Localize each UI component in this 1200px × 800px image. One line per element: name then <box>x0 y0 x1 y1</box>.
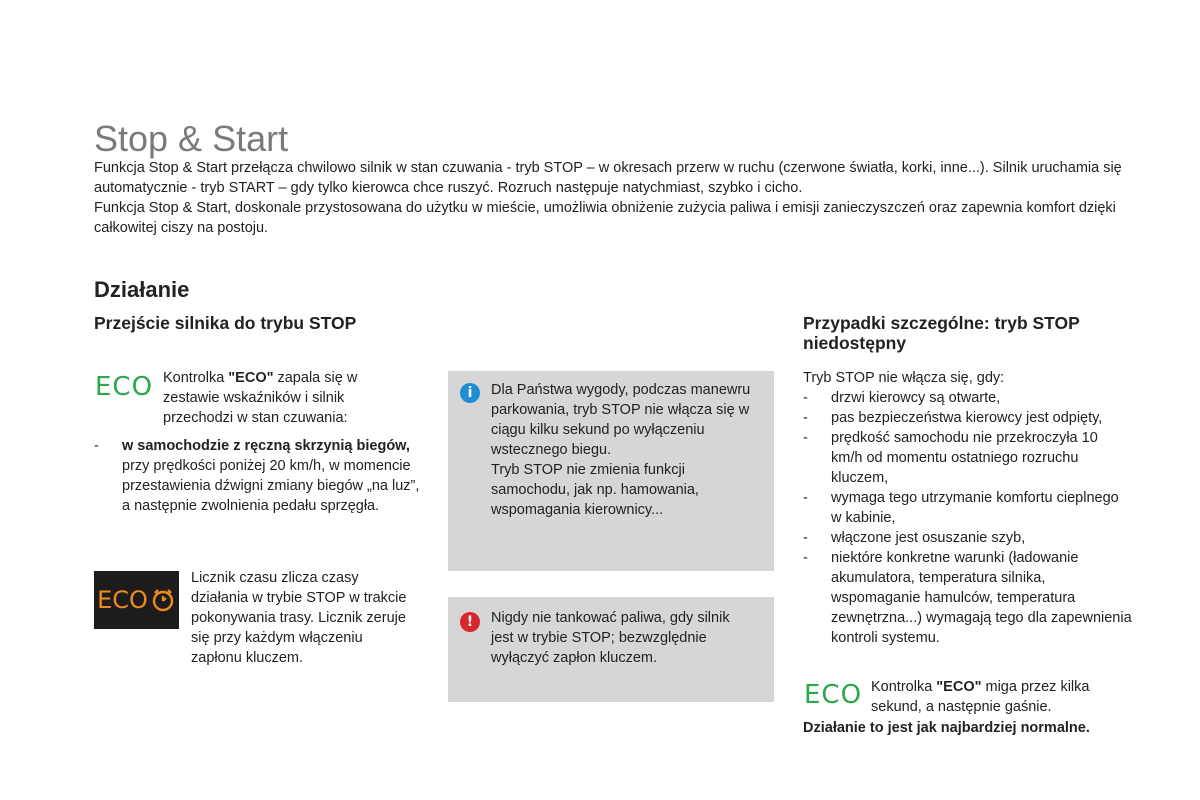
list-item: - włączone jest osuszanie szyb, <box>803 528 1133 548</box>
warning-icon: ! <box>460 612 480 632</box>
right-heading: Przypadki szczególne: tryb STOP niedostępny <box>803 313 1080 353</box>
eco-blinking-label: ECO <box>804 680 863 710</box>
eco-blink-post: miga przez kilka sekund, a następnie gaśnie. <box>871 679 1090 715</box>
info-icon: i <box>460 383 480 403</box>
eco-lamp-text <box>163 368 393 428</box>
bullet-bold: w samochodzie z ręczną skrzynią biegów, <box>122 438 410 454</box>
eco-text-bold: "ECO" <box>228 370 274 386</box>
eco-counter-text: Licznik czasu zlicza czasy działania w trybie STOP w trakcie pokonywania trasy. Licznik zeruje się przy każdym włączeniu zapłonu kluczem. <box>191 570 407 666</box>
list-item: - niektóre konkretne warunki (ładowanie akumulatora, temperatura silnika, wspomaganie hamulców, temperatura zewnętrzna...) wymagają tego dla zapewnienia kontroli systemu. <box>803 548 1133 648</box>
eco-green-icon: ECO <box>95 372 154 402</box>
left-bullet-list <box>94 436 424 516</box>
warning-text: Nigdy nie tankować paliwa, gdy silnik jest w trybie STOP; bezwzględnie wyłączyć zapłon kluczem. <box>491 610 730 666</box>
section-heading: Działanie <box>94 277 190 302</box>
warning-box <box>448 597 774 702</box>
conditions-list-container <box>803 388 1133 648</box>
manual-gearbox-bullet <box>94 436 424 516</box>
closing-note: Działanie to jest jak najbardziej normalne. <box>803 720 1090 736</box>
intro-text <box>94 158 1124 238</box>
list-item: - pas bezpieczeństwa kierowcy jest odpięty, <box>803 408 1133 428</box>
intro-paragraph-1: Funkcja Stop & Start przełącza chwilowo silnik w stan czuwania - tryb STOP – w okresach przerw w ruchu (czerwone światła, korki, inne...). Silnik uruchamia się automatycznie - tryb START – gdy tylko kierowca chce ruszyć. Rozruch następuje natychmiast, szybko i cicho. <box>94 160 1122 196</box>
left-heading: Przejście silnika do trybu STOP <box>94 313 357 333</box>
list-item <box>94 436 424 516</box>
info-box <box>448 371 774 571</box>
eco-blink-text <box>871 677 1141 717</box>
page-title: Stop & Start <box>94 118 289 159</box>
right-lead: Tryb STOP nie włącza się, gdy: <box>803 370 1005 386</box>
timer-icon <box>150 587 176 613</box>
eco-text-post: zapala się w zestawie wskaźników i silnik przechodzi w stan czuwania: <box>163 370 358 426</box>
list-item: - drzwi kierowcy są otwarte, <box>803 388 1133 408</box>
list-item: - prędkość samochodu nie przekroczyła 10 km/h od momentu ostatniego rozruchu kluczem, <box>803 428 1133 488</box>
eco-counter-label: ECO <box>97 586 148 614</box>
bullet-rest: przy prędkości poniżej 20 km/h, w momencie przestawienia dźwigni zmiany biegów „na luz”, a następnie zwolnienia pedału sprzęgła. <box>122 458 420 514</box>
eco-blink-pre: Kontrolka <box>871 679 937 695</box>
info-text: Dla Państwa wygody, podczas manewru parkowania, tryb STOP nie włącza się w ciągu kilku sekund po wyłączeniu wstecznego biegu. Tryb STOP nie zmienia funkcji samochodu, jak np. hamowania, wspomagania kierownicy... <box>491 382 751 518</box>
eco-text-pre: Kontrolka <box>163 370 229 386</box>
eco-blinking-icon <box>804 680 862 710</box>
conditions-list <box>803 388 1133 648</box>
eco-blink-bold: "ECO" <box>936 679 982 695</box>
eco-counter-icon <box>94 571 179 629</box>
intro-paragraph-2: Funkcja Stop & Start, doskonale przystosowana do użytku w mieście, umożliwia obniżenie zużycia paliwa i emisji zanieczyszczeń oraz zapewnia komfort dzięki całkowitej ciszy na postoju. <box>94 200 1116 236</box>
list-item: - wymaga tego utrzymanie komfortu cieplnego w kabinie, <box>803 488 1133 528</box>
